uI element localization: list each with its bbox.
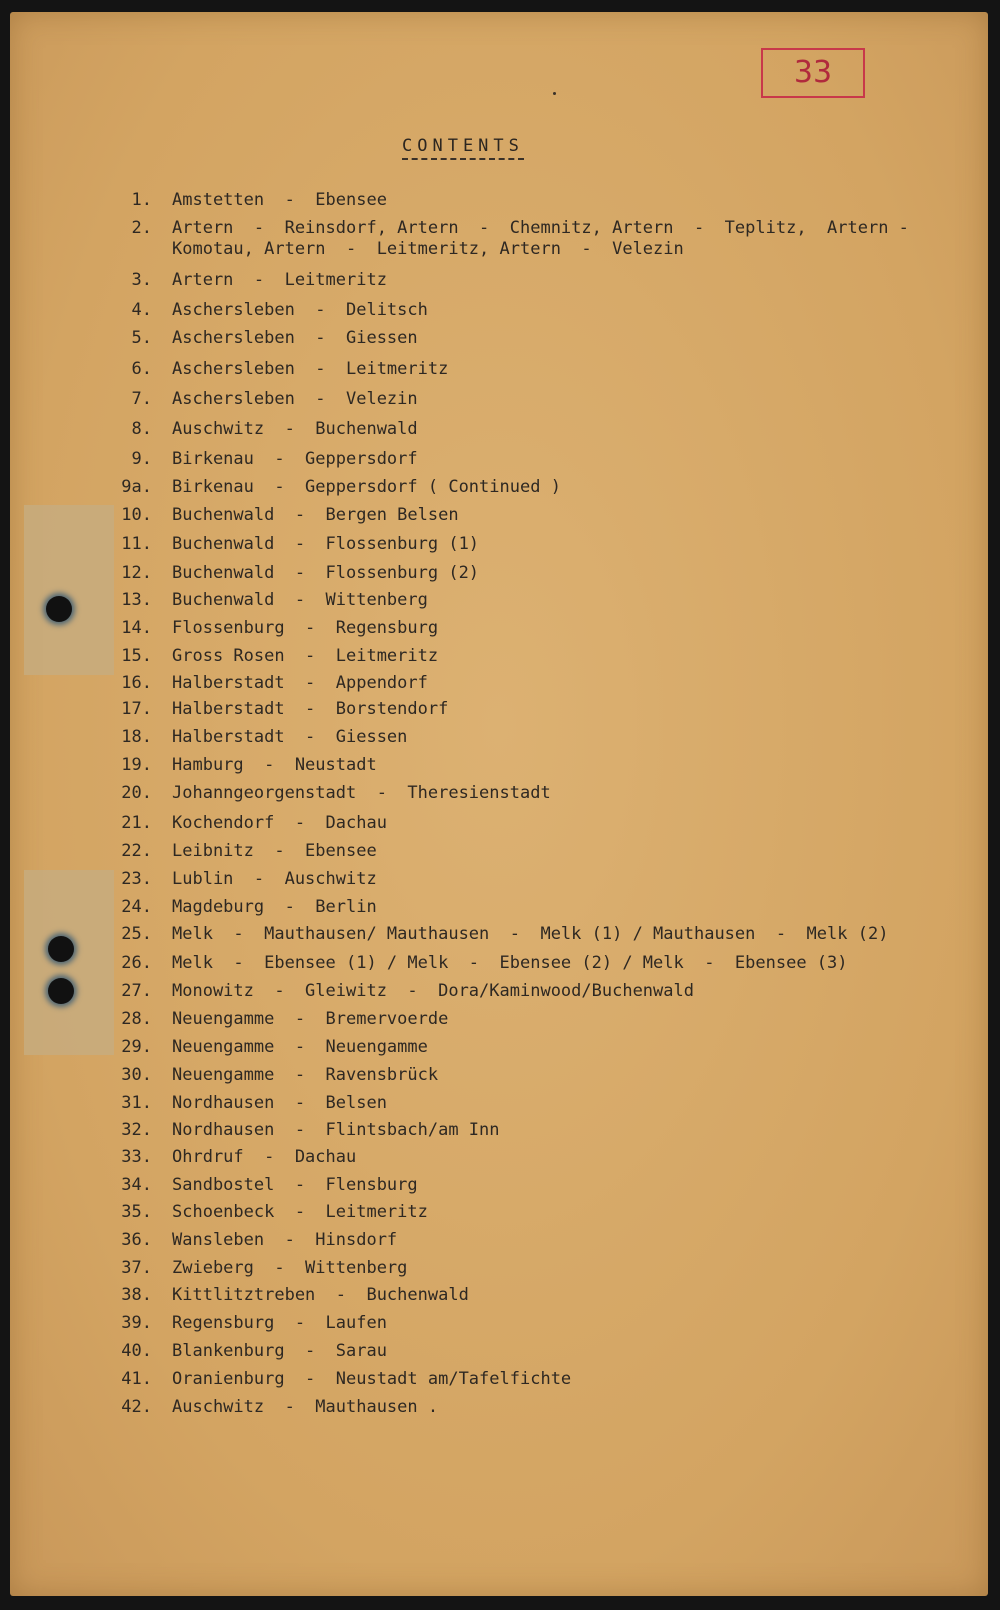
entry-text: Johanngeorgenstadt - Theresienstadt	[172, 783, 551, 803]
entry-text: Sandbostel - Flensburg	[172, 1175, 418, 1195]
entry-number: 8.	[131, 419, 152, 439]
entry-text: Aschersleben - Velezin	[172, 389, 418, 409]
entry-text: Buchenwald - Bergen Belsen	[172, 505, 459, 525]
entry-text: Oranienburg - Neustadt am/Tafelfichte	[172, 1369, 572, 1389]
entry-number: 23.	[121, 869, 152, 889]
entry-number: 6.	[131, 359, 152, 379]
entry-number: 13.	[121, 590, 152, 610]
entry-text: Artern - Reinsdorf, Artern - Chemnitz, Artern - Teplitz, Artern - Komotau, Artern - Leitmeritz, Artern - Velezin	[172, 218, 909, 259]
entry-number: 3.	[131, 270, 152, 290]
entry-number: 7.	[131, 389, 152, 409]
entry-number: 28.	[121, 1009, 152, 1029]
entry-text: Nordhausen - Belsen	[172, 1093, 387, 1113]
entry-number: 21.	[121, 813, 152, 833]
entry-number: 5.	[131, 328, 152, 348]
entry-number: 4.	[131, 300, 152, 320]
entry-number: 41.	[121, 1369, 152, 1389]
entry-number: 16.	[121, 673, 152, 693]
entry-number: 15.	[121, 646, 152, 666]
entry-text: Blankenburg - Sarau	[172, 1341, 387, 1361]
entry-text: Magdeburg - Berlin	[172, 897, 377, 917]
entry-text: Neuengamme - Ravensbrück	[172, 1065, 439, 1085]
entry-text: Neuengamme - Neuengamme	[172, 1037, 428, 1057]
entry-text: Melk - Mauthausen/ Mauthausen - Melk (1) / Mauthausen - Melk (2)	[172, 924, 889, 944]
entry-text: Aschersleben - Giessen	[172, 328, 418, 348]
entry-text: Halberstadt - Appendorf	[172, 673, 428, 693]
entry-text: Birkenau - Geppersdorf	[172, 449, 418, 469]
entry-text: Aschersleben - Leitmeritz	[172, 359, 449, 379]
entry-text: Ohrdruf - Dachau	[172, 1147, 357, 1167]
entry-number: 9a.	[121, 477, 152, 497]
entry-number: 12.	[121, 563, 152, 583]
entry-text: Halberstadt - Giessen	[172, 727, 408, 747]
entry-number: 31.	[121, 1093, 152, 1113]
entry-text: Monowitz - Gleiwitz - Dora/Kaminwood/Buchenwald	[172, 981, 694, 1001]
entry-number: 30.	[121, 1065, 152, 1085]
entry-number: 2.	[131, 218, 152, 238]
entry-number: 36.	[121, 1230, 152, 1250]
entry-text: Leibnitz - Ebensee	[172, 841, 377, 861]
entry-number: 32.	[121, 1120, 152, 1140]
entry-number: 18.	[121, 727, 152, 747]
entry-number: 27.	[121, 981, 152, 1001]
entry-number: 10.	[121, 505, 152, 525]
entry-number: 26.	[121, 953, 152, 973]
entry-number: 14.	[121, 618, 152, 638]
entry-number: 37.	[121, 1258, 152, 1278]
entry-number: 9.	[131, 449, 152, 469]
entry-text: Artern - Leitmeritz	[172, 270, 387, 290]
entry-text: Regensburg - Laufen	[172, 1313, 387, 1333]
entry-text: Nordhausen - Flintsbach/am Inn	[172, 1120, 500, 1140]
entry-text: Buchenwald - Flossenburg (1)	[172, 534, 480, 554]
entry-number: 25.	[121, 924, 152, 944]
entry-text: Wansleben - Hinsdorf	[172, 1230, 398, 1250]
entry-number: 1.	[131, 190, 152, 210]
entry-number: 22.	[121, 841, 152, 861]
entry-number: 17.	[121, 699, 152, 719]
entry-number: 38.	[121, 1285, 152, 1305]
entry-number: 40.	[121, 1341, 152, 1361]
entry-number: 34.	[121, 1175, 152, 1195]
entry-text: Auschwitz - Mauthausen .	[172, 1397, 439, 1417]
entry-text: Neuengamme - Bremervoerde	[172, 1009, 449, 1029]
entry-text: Melk - Ebensee (1) / Melk - Ebensee (2) / Melk - Ebensee (3)	[172, 953, 848, 973]
entry-text: Birkenau - Geppersdorf ( Continued )	[172, 477, 561, 497]
entry-text: Zwieberg - Wittenberg	[172, 1258, 408, 1278]
entry-number: 24.	[121, 897, 152, 917]
entry-number: 33.	[121, 1147, 152, 1167]
entry-number: 42.	[121, 1397, 152, 1417]
entry-text: Gross Rosen - Leitmeritz	[172, 646, 439, 666]
entry-number: 35.	[121, 1202, 152, 1222]
page-number-stamp: 33	[761, 48, 865, 98]
entry-text: Auschwitz - Buchenwald	[172, 419, 418, 439]
entry-text: Schoenbeck - Leitmeritz	[172, 1202, 428, 1222]
entry-number: 29.	[121, 1037, 152, 1057]
entry-text: Aschersleben - Delitsch	[172, 300, 428, 320]
entry-number: 39.	[121, 1313, 152, 1333]
entry-number: 19.	[121, 755, 152, 775]
entry-text: Buchenwald - Flossenburg (2)	[172, 563, 480, 583]
entry-number: 20.	[121, 783, 152, 803]
entry-text: Lublin - Auschwitz	[172, 869, 377, 889]
entry-text: Hamburg - Neustadt	[172, 755, 377, 775]
entry-number: 11.	[121, 534, 152, 554]
entry-text: Halberstadt - Borstendorf	[172, 699, 449, 719]
entry-text: Kochendorf - Dachau	[172, 813, 387, 833]
entry-text: Amstetten - Ebensee	[172, 190, 387, 210]
page-title: CONTENTS	[402, 136, 524, 160]
entry-text: Kittlitztreben - Buchenwald	[172, 1285, 469, 1305]
entry-text: Flossenburg - Regensburg	[172, 618, 439, 638]
entry-text: Buchenwald - Wittenberg	[172, 590, 428, 610]
